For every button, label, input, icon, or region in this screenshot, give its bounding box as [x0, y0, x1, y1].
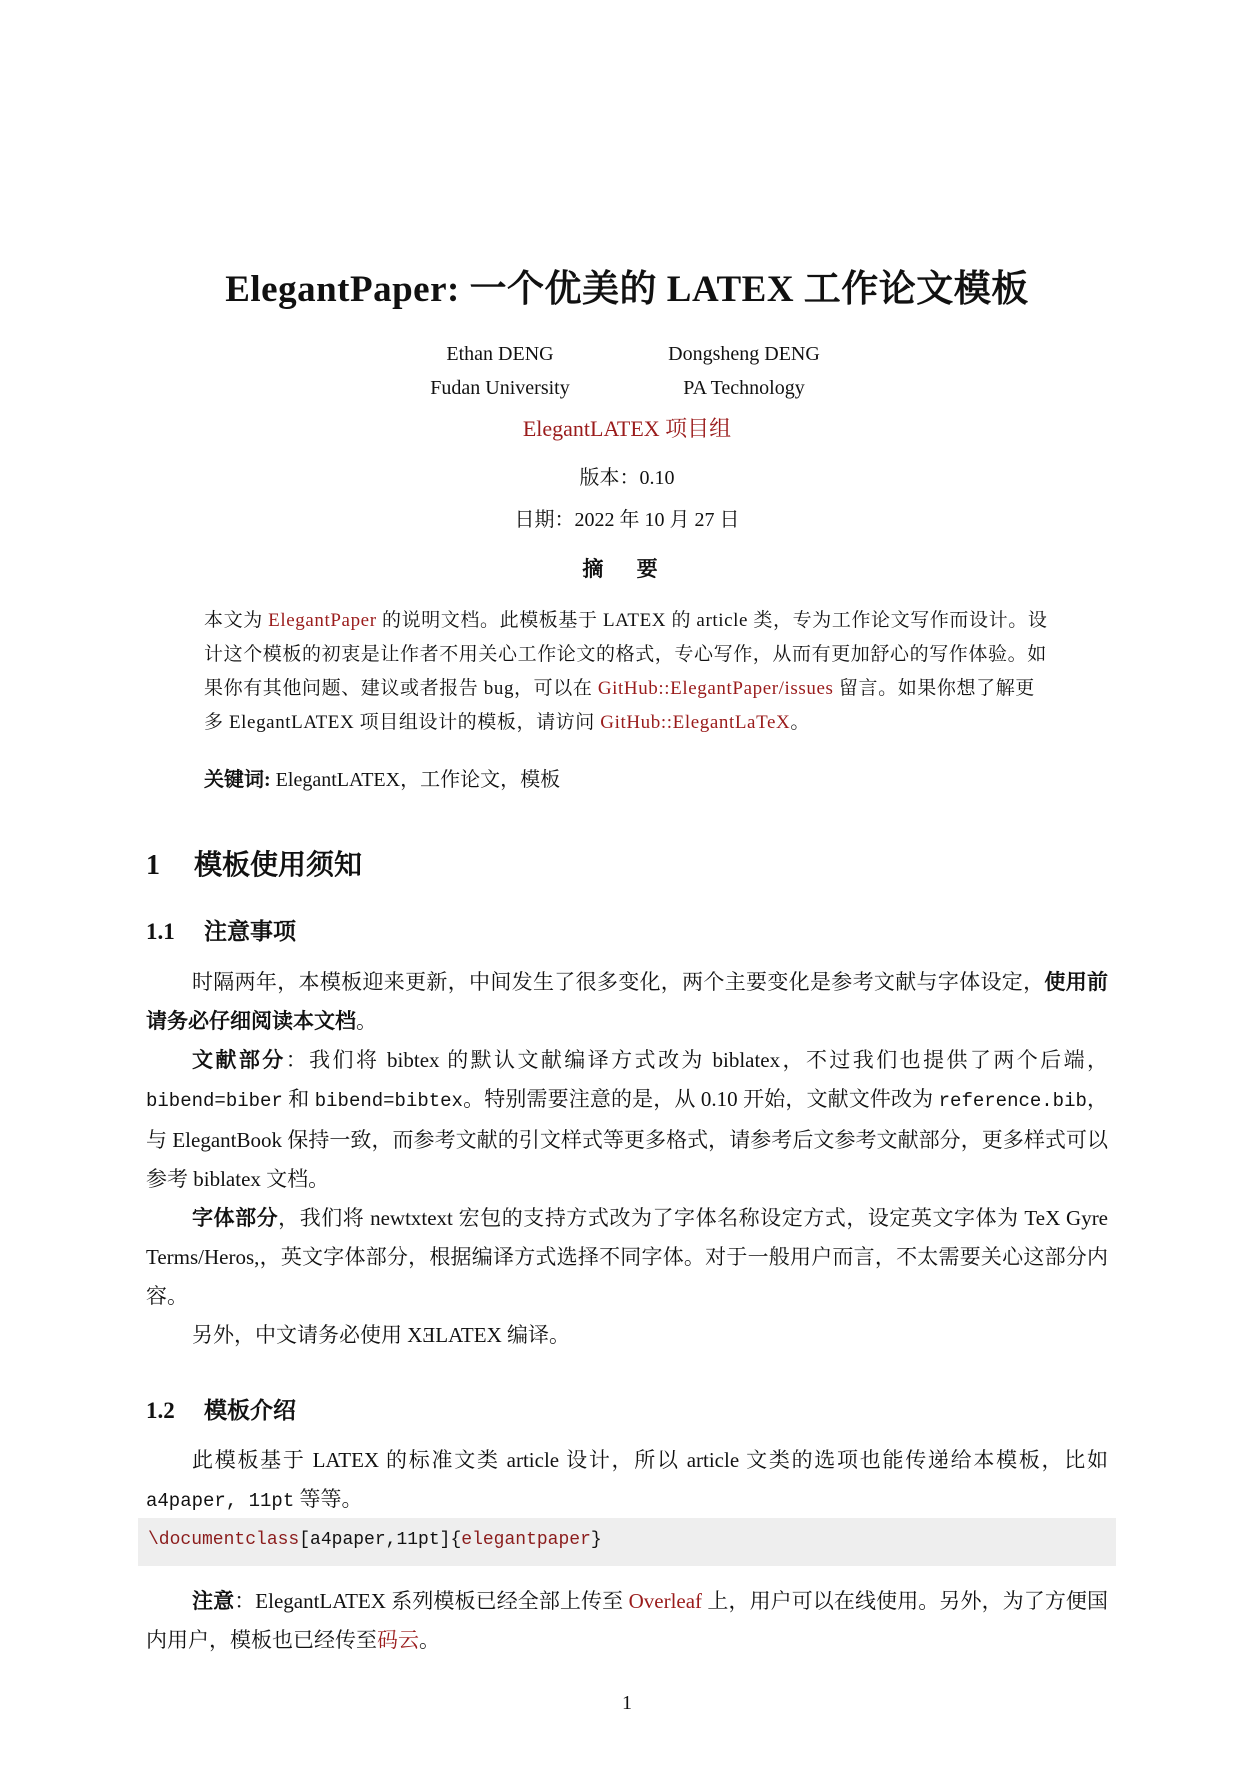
subsection-number: 1.1: [146, 919, 175, 944]
inline-code: bibend=biber: [146, 1090, 283, 1112]
paper-title: ElegantPaper: 一个优美的 LATEX 工作论文模板: [225, 269, 1029, 310]
paragraph: [146, 963, 1108, 1041]
text: ：ElegantLATEX 系列模板已经全部上传至: [234, 1589, 629, 1613]
subsection-title: 模板介绍: [204, 1398, 296, 1423]
overleaf-link[interactable]: Overleaf: [628, 1589, 703, 1613]
text: 和: [282, 1087, 315, 1111]
paragraph: [146, 1441, 1108, 1521]
code-end: }: [590, 1530, 602, 1550]
author-name-2: Dongsheng DENG: [668, 343, 820, 365]
abstract-text-d: 。: [790, 712, 810, 733]
section-number: 1: [146, 850, 160, 881]
version-line: 版本：0.10: [579, 467, 675, 489]
code-line: [148, 1530, 602, 1550]
section-1-2-note: [146, 1582, 1108, 1660]
inline-code: reference.bib: [938, 1090, 1087, 1112]
text: 此模板基于 LATEX 的标准文类 article 设计，所以 article 文类的选项也能传递给本模板，比如: [192, 1448, 1108, 1472]
text: ：我们将 bibtex 的默认文献编译方式改为 biblatex，不过我们也提供了两个后端，: [285, 1048, 1109, 1072]
section-title: 模板使用须知: [194, 850, 363, 881]
abstract-text-c: 留言。如果你想了解更多 ElegantLATEX 项目组设计的模板，请访问: [204, 678, 1035, 733]
author-affiliation-1: Fudan University: [430, 377, 570, 399]
paragraph: [146, 1041, 1108, 1199]
code-block: [138, 1518, 1116, 1566]
keywords-label: 关键词:: [204, 769, 271, 791]
text: 。: [356, 1009, 377, 1033]
section-1-2-body: [146, 1441, 1108, 1521]
keywords-value: ElegantLATEX，工作论文，模板: [270, 769, 561, 791]
abstract-text-b: 的说明文档。此模板基于 LATEX 的 article 类，专为工作论文写作而设计。设计这个模板的初衷是让作者不用关心工作论文的格式，专心写作，从而有更加舒心的写作体验。如果你有其他问题、建议或者报告 bug，可以在: [204, 610, 1048, 699]
emphasis: 使用前请务必仔细阅读本文档: [146, 970, 1109, 1033]
abstract-text: [204, 604, 1050, 740]
inline-code: bibend=bibtex: [314, 1090, 463, 1112]
text: 。特别需要注意的是，从 0.10 开始，文献文件改为: [462, 1087, 939, 1111]
emphasis: 字体部分: [192, 1206, 279, 1230]
paragraph: 另外，中文请务必使用 XƎLATEX 编译。: [192, 1323, 570, 1347]
text: 上，用户可以在线使用。另外，为了方便国内用户，模板也已经传至: [146, 1589, 1109, 1652]
code-args: [a4paper,11pt]{: [299, 1530, 462, 1550]
inline-code: a4paper, 11pt: [146, 1490, 295, 1512]
emphasis: 文献部分: [192, 1048, 286, 1072]
subsection-title: 注意事项: [204, 919, 296, 944]
author-name-1: Ethan DENG: [446, 343, 554, 365]
elegantlatex-link[interactable]: GitHub::ElegantLaTeX: [600, 712, 791, 733]
text: ，与 ElegantBook 保持一致，而参考文献的引文样式等更多格式，请参考后文参考文献部分，更多样式可以参考 biblatex 文档。: [146, 1087, 1109, 1191]
project-group-link[interactable]: ElegantLATEX 项目组: [522, 416, 732, 441]
author-affiliation-2: PA Technology: [683, 377, 805, 399]
elegantpaper-link[interactable]: ElegantPaper: [268, 610, 377, 631]
subsection-heading-1-2: [146, 1392, 296, 1425]
text: 时隔两年，本模板迎来更新，中间发生了很多变化，两个主要变化是参考文献与字体设定，: [192, 970, 1045, 994]
emphasis: 注意: [192, 1589, 235, 1613]
section-1-1-body: [146, 963, 1108, 1355]
text: 等等。: [294, 1487, 363, 1511]
text: 。: [419, 1628, 440, 1652]
abstract-heading: 摘 要: [582, 557, 672, 581]
paragraph: [146, 1199, 1108, 1316]
issues-link[interactable]: GitHub::ElegantPaper/issues: [597, 678, 834, 699]
paragraph: [146, 1582, 1108, 1660]
code-class: elegantpaper: [461, 1530, 591, 1550]
keywords: [204, 763, 1050, 792]
abstract-text-a: 本文为: [204, 610, 269, 631]
code-command: \documentclass: [148, 1530, 300, 1550]
gitee-link[interactable]: 码云: [377, 1628, 419, 1652]
subsection-number: 1.2: [146, 1398, 175, 1423]
subsection-heading-1-1: [146, 913, 296, 946]
section-heading-1: [146, 843, 362, 883]
date-line: 日期：2022 年 10 月 27 日: [514, 509, 740, 531]
text: ，我们将 newtxtext 宏包的支持方式改为了字体名称设定方式，设定英文字体为 TeX Gyre Terms/Heros,，英文字体部分，根据编译方式选择不同字体。对于一般用户而言，不太需要关心这部分内容。: [146, 1206, 1109, 1308]
page-number: 1: [622, 1692, 632, 1714]
